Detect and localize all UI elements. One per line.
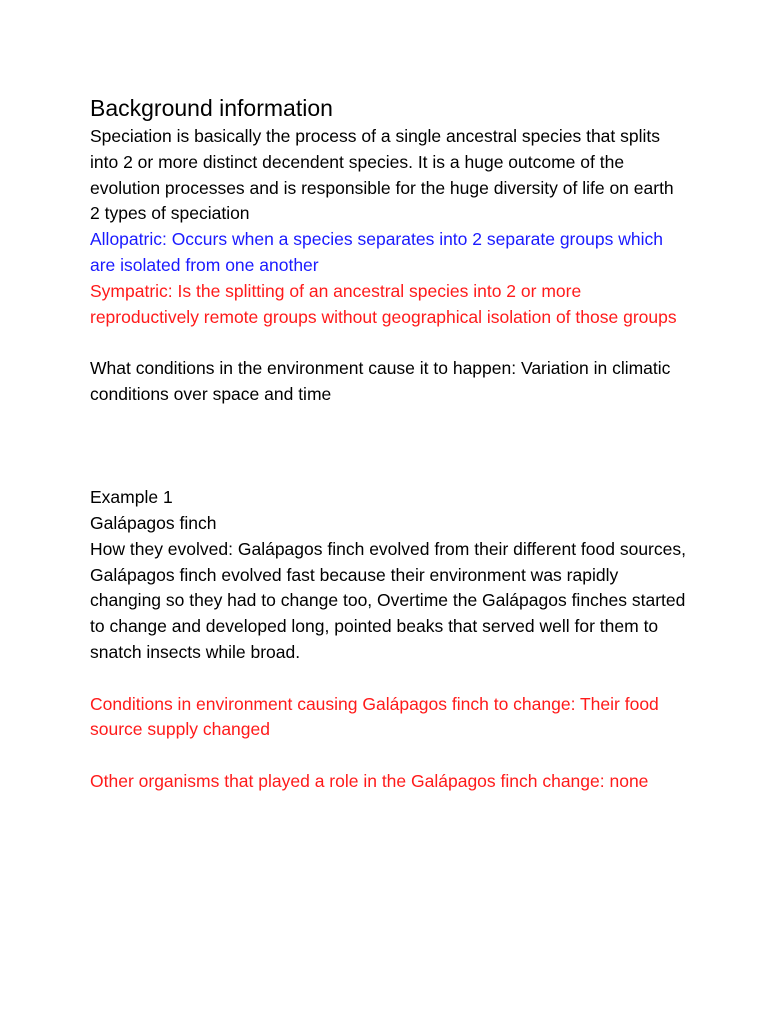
- environment-change-paragraph: Conditions in environment causing Galápagos finch to change: Their food source supply changed: [90, 693, 659, 740]
- evolution-paragraph: How they evolved: Galápagos finch evolved from their different food sources, Galápagos finch evolved fast because their environment was rapidly changing so they had to change too, Overtime the Galápagos finches started to change and developed long, pointed beaks that served well for them to snatch insects while broad.: [90, 538, 686, 662]
- example-label: Example 1: [90, 487, 173, 508]
- conditions-paragraph: What conditions in the environment cause it to happen: Variation in climatic conditions over space and time: [90, 358, 671, 404]
- spacer: [90, 330, 690, 356]
- intro-paragraph: Speciation is basically the process of a single ancestral species that splits into 2 or more distinct decendent species. It is a huge outcome of the evolution processes and is responsible for the huge diversity of life on earth: [90, 126, 674, 198]
- section-heading: Background information: [90, 95, 333, 121]
- spacer: [90, 408, 690, 485]
- spacer: [90, 666, 690, 692]
- document-body: [90, 92, 690, 795]
- allopatric-definition: Allopatric: Occurs when a species separates into 2 separate groups which are isolated from one another: [90, 229, 663, 275]
- example-name: Galápagos finch: [90, 512, 217, 533]
- sympatric-definition: Sympatric: Is the splitting of an ancestral species into 2 or more reproductively remote groups without geographical isolation of those groups: [90, 280, 677, 327]
- spacer: [90, 743, 690, 769]
- other-organisms-paragraph: Other organisms that played a role in the Galápagos finch change: none: [90, 770, 649, 791]
- types-label: 2 types of speciation: [90, 203, 250, 224]
